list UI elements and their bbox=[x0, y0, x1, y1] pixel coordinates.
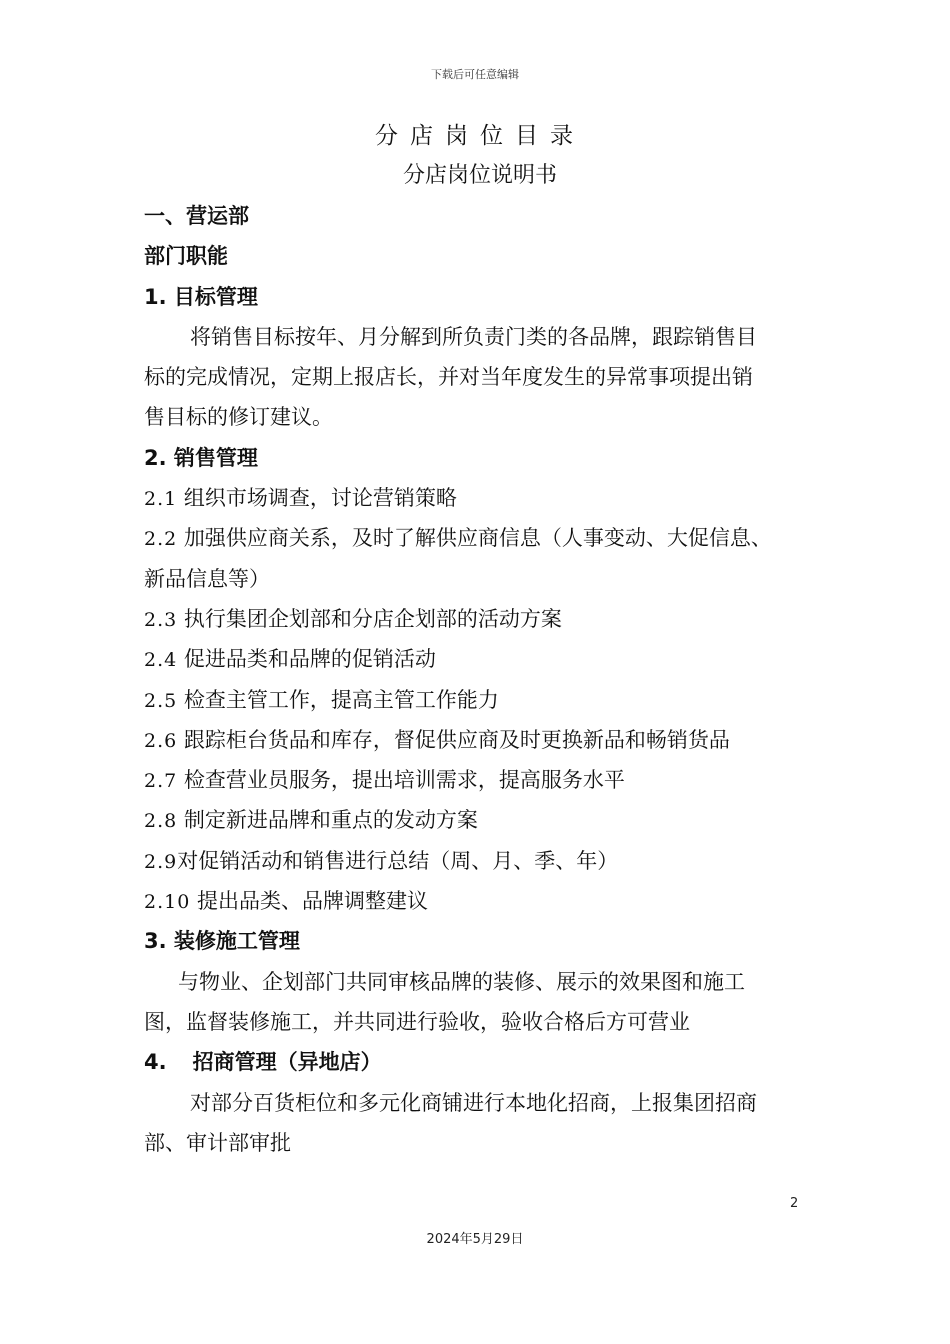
paragraph-line: 对部分百货柜位和多元化商铺进行本地化招商，上报集团招商 bbox=[190, 1090, 757, 1115]
sub-item-number: 2.9 bbox=[144, 850, 178, 873]
paragraph-line: 售目标的修订建议。 bbox=[144, 405, 333, 430]
sub-item bbox=[144, 680, 816, 720]
sub-item bbox=[144, 760, 816, 800]
header-note: 下载后可任意编辑 bbox=[431, 68, 519, 81]
sub-item bbox=[144, 518, 816, 558]
document-title: 分店岗位目录 bbox=[375, 123, 585, 149]
paragraph-line: 与物业、企划部门共同审核品牌的装修、展示的效果图和施工 bbox=[178, 969, 745, 994]
sub-item-number: 2.2 bbox=[144, 528, 178, 551]
sub-item-text: 组织市场调查，讨论营销策略 bbox=[183, 486, 457, 511]
sub-item-text: 跟踪柜台货品和库存，督促供应商及时更换新品和畅销货品 bbox=[183, 727, 730, 752]
sub-item-number: 2.5 bbox=[144, 689, 178, 712]
paragraph-line: 将销售目标按年、月分解到所负责门类的各品牌，跟踪销售目 bbox=[190, 324, 757, 349]
item-title: 招商管理（异地店） bbox=[192, 1050, 382, 1075]
sub-item-number: 2.3 bbox=[144, 608, 178, 631]
item-heading-renovation-management bbox=[144, 921, 816, 961]
paragraph-line: 标的完成情况，定期上报店长，并对当年度发生的异常事项提出销 bbox=[144, 365, 753, 390]
sub-item-number: 2.8 bbox=[144, 810, 178, 833]
item-number: 4. bbox=[144, 1050, 167, 1075]
sub-item-number: 2.1 bbox=[144, 488, 178, 511]
sub-item bbox=[144, 841, 816, 881]
document-subtitle: 分店岗位说明书 bbox=[402, 163, 557, 188]
paragraph-line: 图，监督装修施工，并共同进行验收，验收合格后方可营业 bbox=[144, 1009, 690, 1034]
sub-item-text: 提出品类、品牌调整建议 bbox=[197, 889, 428, 914]
footer-date: 2024年5月29日 bbox=[426, 1232, 524, 1247]
sub-item-number: 2.6 bbox=[144, 729, 178, 752]
item-number: 2. bbox=[144, 445, 167, 470]
item-heading-merchant-management bbox=[144, 1042, 816, 1082]
page-number: 2 bbox=[790, 1196, 799, 1211]
item-heading-target-management bbox=[144, 277, 816, 317]
sub-item bbox=[144, 881, 816, 921]
sub-item-number: 2.10 bbox=[144, 891, 191, 914]
sub-item-text: 促进品类和品牌的促销活动 bbox=[183, 647, 436, 672]
item-number: 1. bbox=[144, 284, 167, 309]
sub-item-continuation: 新品信息等） bbox=[144, 566, 270, 591]
paragraph-line: 部、审计部审批 bbox=[144, 1130, 291, 1155]
section-heading-operations: 一、营运部 bbox=[144, 204, 249, 228]
sub-item bbox=[144, 478, 816, 518]
sub-item bbox=[144, 800, 816, 840]
sub-item-text: 加强供应商关系，及时了解供应商信息（人事变动、大促信息、 bbox=[183, 526, 772, 551]
sub-item-text: 对促销活动和销售进行总结（周、月、季、年） bbox=[177, 848, 619, 873]
sub-item bbox=[144, 720, 816, 760]
dept-function-heading: 部门职能 bbox=[144, 244, 228, 269]
sub-item-text: 检查主管工作，提高主管工作能力 bbox=[183, 687, 499, 712]
item-number: 3. bbox=[144, 929, 167, 954]
sub-item bbox=[144, 599, 816, 639]
sub-item-text: 检查营业员服务，提出培训需求，提高服务水平 bbox=[183, 768, 625, 793]
sub-item-text: 制定新进品牌和重点的发动方案 bbox=[183, 808, 478, 833]
sub-item-number: 2.4 bbox=[144, 649, 178, 672]
item-title: 目标管理 bbox=[173, 284, 258, 309]
sub-item-number: 2.7 bbox=[144, 770, 178, 793]
item-title: 销售管理 bbox=[173, 445, 258, 470]
sub-item bbox=[144, 639, 816, 679]
sub-item-text: 执行集团企划部和分店企划部的活动方案 bbox=[183, 606, 562, 631]
item-title: 装修施工管理 bbox=[173, 929, 300, 954]
item-heading-sales-management bbox=[144, 438, 816, 478]
document-body bbox=[144, 116, 816, 1163]
